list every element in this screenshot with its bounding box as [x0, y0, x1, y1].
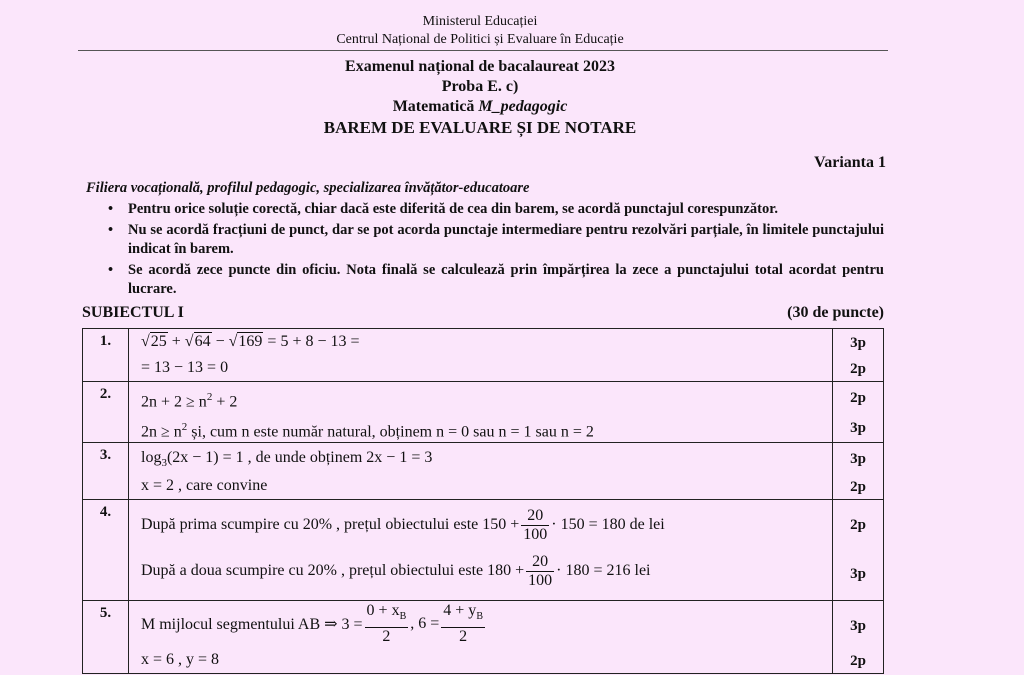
- proba-title: Proba E. c): [441, 78, 519, 95]
- barem-title: BAREM DE EVALUARE ȘI DE NOTARE: [323, 118, 637, 137]
- solution-text: După prima scumpire cu 20% , prețul obiectului este 150 +: [141, 516, 520, 533]
- points-value: 3p: [850, 451, 866, 467]
- table-row: [83, 500, 884, 601]
- header-divider: [78, 50, 888, 51]
- points-value: 2p: [850, 390, 866, 406]
- item-solution: [129, 382, 833, 443]
- solution-text: , 6 =: [410, 615, 440, 632]
- solution-line: [141, 502, 832, 548]
- solution-line: [141, 329, 832, 355]
- solution-line: [141, 382, 832, 412]
- fraction: [526, 553, 554, 590]
- solution-text: 5 + 8 − 13 =: [280, 333, 360, 350]
- fraction-numerator: 20: [521, 507, 549, 526]
- points-value: 3p: [850, 566, 866, 582]
- table-row: [83, 601, 884, 674]
- solution-text: + 2: [212, 393, 238, 411]
- points-value: 2p: [850, 517, 866, 533]
- exponent: 2: [181, 421, 188, 433]
- item-points: [833, 329, 884, 382]
- grading-table: [82, 328, 884, 674]
- subject-prefix: Matematică: [392, 98, 479, 115]
- bullet-text: Nu se acordă fracțiuni de punct, dar se pot acorda punctaje intermediare pentru rezolvări parțiale, în limitele punctajului indicat în barem.: [128, 222, 884, 257]
- item-solution: [129, 443, 833, 500]
- subject-title: [0, 98, 960, 116]
- fraction: [441, 602, 485, 645]
- subscript: B: [399, 611, 407, 623]
- solution-line: [141, 601, 832, 647]
- solution-line: [141, 443, 832, 473]
- solution-text: · 180 = 216 lei: [556, 562, 651, 579]
- item-points: [833, 601, 884, 674]
- bullet-dot: •: [108, 222, 114, 238]
- fraction: [521, 507, 549, 544]
- solution-line: [141, 412, 832, 442]
- points-value: 3p: [850, 335, 866, 351]
- solution-line: = 13 − 13 = 0: [141, 359, 229, 376]
- item-number: 1.: [83, 329, 129, 382]
- bullet-item: [108, 221, 884, 259]
- table-row: [83, 443, 884, 500]
- table-row: [83, 382, 884, 443]
- points-value: 2p: [850, 479, 866, 495]
- item-solution: [129, 500, 833, 601]
- log-base: 3: [161, 457, 167, 470]
- item-number: 4.: [83, 500, 129, 601]
- center-name: Centrul Național de Politici și Evaluare în Educație: [336, 32, 624, 47]
- solution-text: și, cum n este număr natural, obținem n = 0 sau n = 1 sau n = 2: [187, 423, 594, 441]
- points-value: 3p: [850, 618, 866, 634]
- bullet-dot: •: [108, 201, 114, 217]
- bullet-item: [108, 261, 884, 299]
- solution-line: x = 2 , care convine: [141, 477, 268, 494]
- solution-text: M mijlocul segmentului AB ⇒ 3 =: [141, 616, 363, 633]
- variant-label: Varianta 1: [814, 154, 886, 171]
- solution-text: 2n + 2 ≥ n: [141, 393, 207, 411]
- bullet-dot: •: [108, 262, 114, 278]
- solution-text: (2x − 1) = 1 , de unde obținem 2x − 1 = 3: [166, 449, 433, 466]
- bullet-list: [108, 200, 884, 299]
- subscript: B: [476, 611, 483, 623]
- solution-text: log: [141, 449, 162, 466]
- item-number: 2.: [83, 382, 129, 443]
- fraction-numerator: [441, 602, 485, 627]
- solution-text: După a doua scumpire cu 20% , prețul obiectului este 180 +: [141, 562, 525, 579]
- points-value: 3p: [850, 420, 866, 436]
- bullet-item: [108, 200, 884, 219]
- points-value: 2p: [850, 653, 866, 669]
- fraction: [365, 602, 409, 645]
- numerator-text: 0 + x: [366, 602, 400, 620]
- fraction-denominator: 2: [459, 627, 468, 645]
- solution-text: 2n ≥ n: [141, 423, 182, 441]
- ministry-name: Ministerul Educației: [422, 14, 538, 29]
- table-row: [83, 329, 884, 382]
- fraction-denominator: 2: [382, 627, 391, 645]
- sqrt-expression: √25 + √64 − √169 =: [141, 333, 281, 350]
- numerator-text: 4 + y: [443, 602, 477, 620]
- section-title: SUBIECTUL I: [82, 304, 184, 321]
- points-value: 2p: [850, 361, 866, 377]
- solution-line: x = 6 , y = 8: [141, 651, 220, 668]
- exponent: 2: [206, 391, 213, 403]
- item-solution: [129, 329, 833, 382]
- fraction-numerator: 20: [526, 553, 554, 572]
- bullet-text: Pentru orice soluție corectă, chiar dacă este diferită de cea din barem, se acordă punctajul corespunzător.: [128, 201, 778, 217]
- fraction-numerator: [365, 602, 409, 627]
- item-points: [833, 500, 884, 601]
- solution-text: · 150 = 180 de lei: [551, 516, 665, 533]
- item-points: [833, 382, 884, 443]
- bullet-text: Se acordă zece puncte din oficiu. Nota finală se calculează prin împărțirea la zece a punctajului total acordat pentru lucrare.: [128, 262, 884, 297]
- fraction-denominator: 100: [528, 571, 553, 589]
- subject-italic: M_pedagogic: [478, 98, 568, 115]
- filiera-text: Filiera vocațională, profilul pedagogic, specializarea învățător-educatoare: [86, 180, 530, 196]
- exam-title: Examenul național de bacalaureat 2023: [345, 58, 615, 75]
- item-number: 5.: [83, 601, 129, 674]
- item-solution: [129, 601, 833, 674]
- section-points: (30 de puncte): [787, 304, 884, 321]
- item-number: 3.: [83, 443, 129, 500]
- fraction-denominator: 100: [523, 525, 548, 543]
- solution-line: [141, 548, 832, 594]
- item-points: [833, 443, 884, 500]
